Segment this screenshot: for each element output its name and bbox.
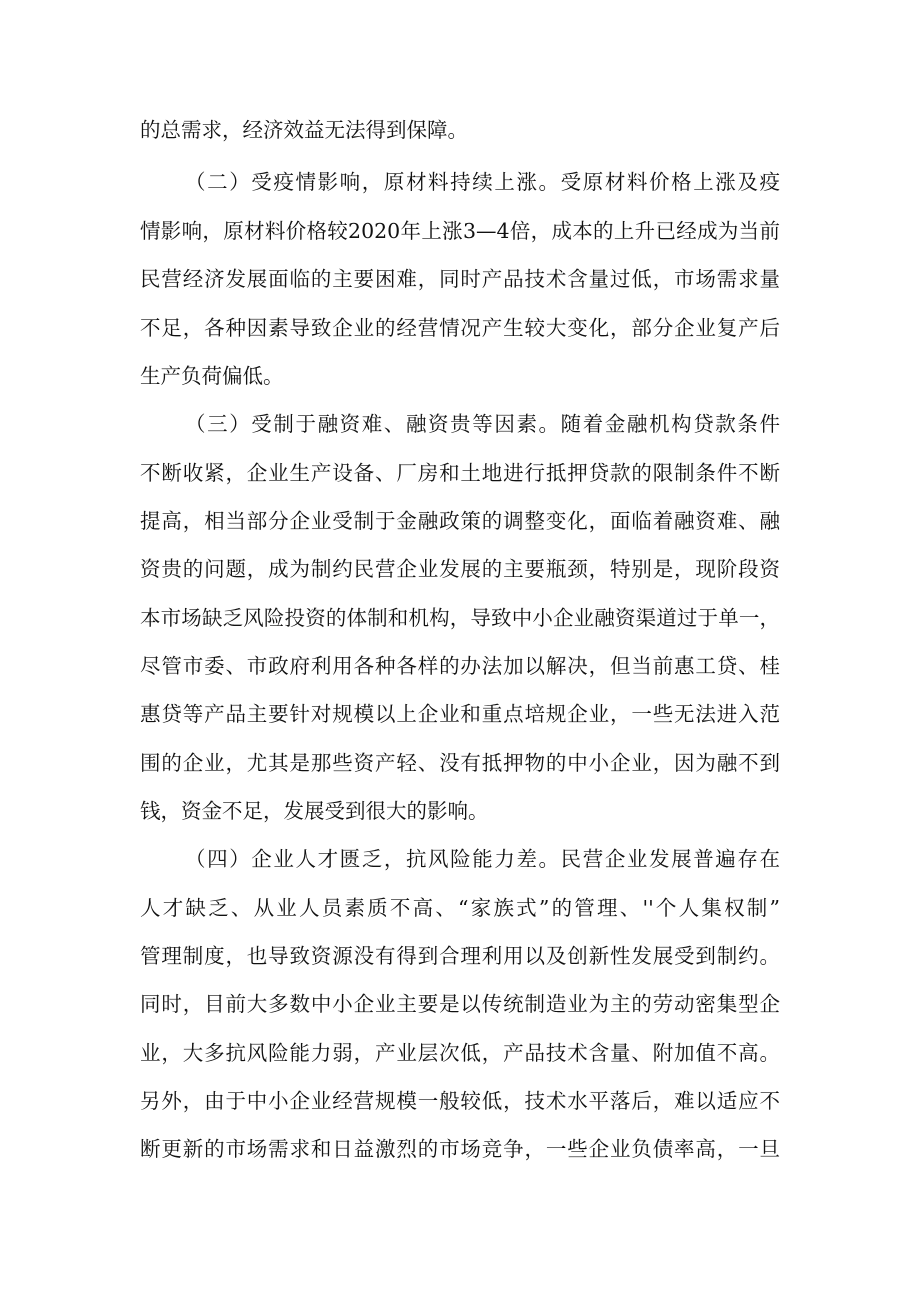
text-line-21: 另外，由于中小企业经营规模一般较低，技术水平落后，难以适应不 bbox=[140, 1089, 780, 1113]
text-line-4: 民营经济发展面临的主要困难，同时产品技术含量过低，市场需求量 bbox=[140, 267, 780, 291]
text-line-20: 业，大多抗风险能力弱，产业层次低，产品技术含量、附加值不高。 bbox=[140, 1041, 780, 1065]
section-four-heading: （四）企业人才匮乏，抗风险能力差。民营企业发展普遍存在 bbox=[185, 847, 780, 871]
text-line-12: 尽管市委、市政府利用各种各样的办法加以解决，但当前惠工贷、桂 bbox=[140, 654, 780, 678]
text-line-5: 不足，各种因素导致企业的经营情况产生较大变化，部分企业复产后 bbox=[140, 316, 780, 340]
text-line-13: 惠贷等产品主要针对规模以上企业和重点培规企业，一些无法进入范 bbox=[140, 702, 780, 726]
text-line-11: 本市场缺乏风险投资的体制和机构，导致中小企业融资渠道过于单一， bbox=[140, 606, 780, 630]
text-line-6: 生产负荷偏低。 bbox=[140, 364, 284, 388]
text-line-19: 同时，目前大多数中小企业主要是以传统制造业为主的劳动密集型企 bbox=[140, 992, 780, 1016]
text-line-15: 钱，资金不足，发展受到很大的影响。 bbox=[140, 799, 489, 823]
text-line-17: 人才缺乏、从业人员素质不高、“家族式”的管理、''个人集权制” bbox=[140, 896, 780, 920]
section-two-heading: （二）受疫情影响，原材料持续上涨。受原材料价格上涨及疫 bbox=[185, 170, 780, 194]
text-line-22: 断更新的市场需求和日益激烈的市场竞争，一些企业负债率高，一旦 bbox=[140, 1137, 780, 1161]
text-line-1: 的总需求，经济效益无法得到保障。 bbox=[140, 118, 468, 142]
text-line-8: 不断收紧，企业生产设备、厂房和土地进行抵押贷款的限制条件不断 bbox=[140, 461, 780, 485]
text-line-14: 围的企业，尤其是那些资产轻、没有抵押物的中小企业，因为融不到 bbox=[140, 751, 780, 775]
text-line-10: 资贵的问题，成为制约民营企业发展的主要瓶颈，特别是，现阶段资 bbox=[140, 557, 780, 581]
text-line-18: 管理制度，也导致资源没有得到合理利用以及创新性发展受到制约。 bbox=[140, 944, 780, 968]
text-line-3: 情影响，原材料价格较2020年上涨3—4倍，成本的上升已经成为当前 bbox=[140, 219, 780, 243]
text-line-9: 提高，相当部分企业受制于金融政策的调整变化，面临着融资难、融 bbox=[140, 509, 780, 533]
section-three-heading: （三）受制于融资难、融资贵等因素。随着金融机构贷款条件 bbox=[185, 412, 780, 436]
